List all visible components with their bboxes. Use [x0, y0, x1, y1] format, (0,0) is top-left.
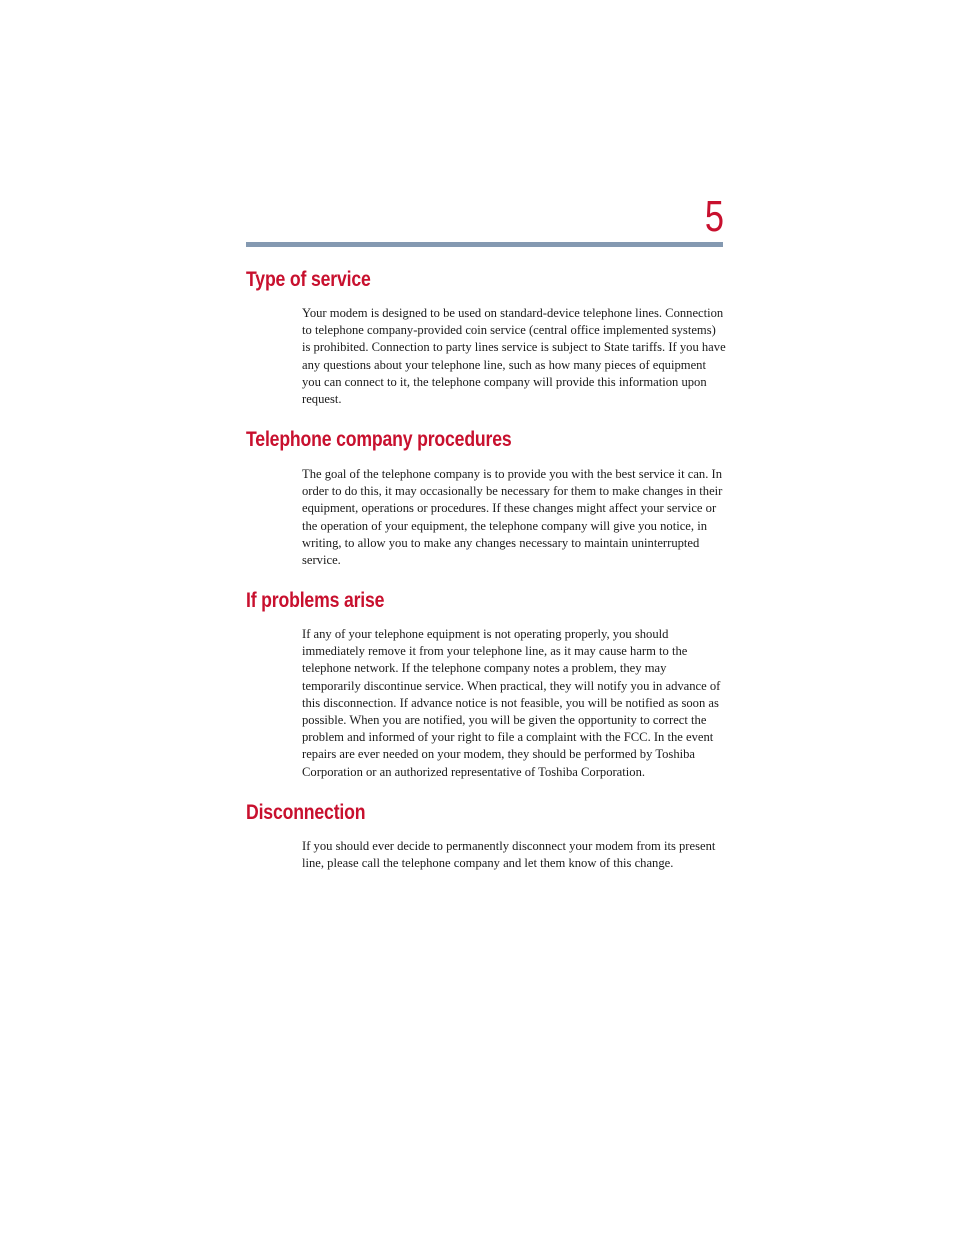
paragraph-if-problems-arise: If any of your telephone equipment is not operating properly, you should immediately remove it from your telephone line, as it may cause harm to the telephone network. If the telephone company notes a problem, they may temporarily discontinue service. When practical, they will notify you in advance of this disconnection. If advance notice is not feasible, you will be notified as soon as possible. When you are notified, you will be given the opportunity to correct the problem and informed of your right to file a complaint with the FCC. In the event repairs are ever needed on your modem, they should be performed by Toshiba Corporation or an authorized representative of Toshiba Corporation. [302, 627, 721, 779]
chapter-number: 5 [704, 192, 724, 241]
heading-type-of-service: Type of service [246, 268, 371, 291]
header-rule [246, 242, 723, 247]
paragraph-type-of-service: Your modem is designed to be used on standard-device telephone lines. Connection to telephone company-provided coin service (central office implemented systems) is prohibited. Connection to party lines service is subject to State tariffs. If you have any questions about your telephone line, such as how many pieces of equipment you can connect to it, the telephone company will provide this information upon request. [302, 306, 726, 407]
heading-if-problems-arise: If problems arise [246, 589, 385, 612]
paragraph-telephone-company-procedures: The goal of the telephone company is to provide you with the best service it can. In order to do this, it may occasionally be necessary for them to make changes in their equipment, operations or procedures. If these changes might affect your service or the operation of your equipment, the telephone company will give you notice, in writing, to allow you to make any changes necessary to maintain uninterrupted service. [302, 467, 723, 568]
paragraph-disconnection: If you should ever decide to permanently disconnect your modem from its present line, please call the telephone company and let them know of this change. [302, 839, 716, 871]
heading-telephone-company-procedures: Telephone company procedures [246, 428, 512, 451]
heading-disconnection: Disconnection [246, 801, 366, 824]
